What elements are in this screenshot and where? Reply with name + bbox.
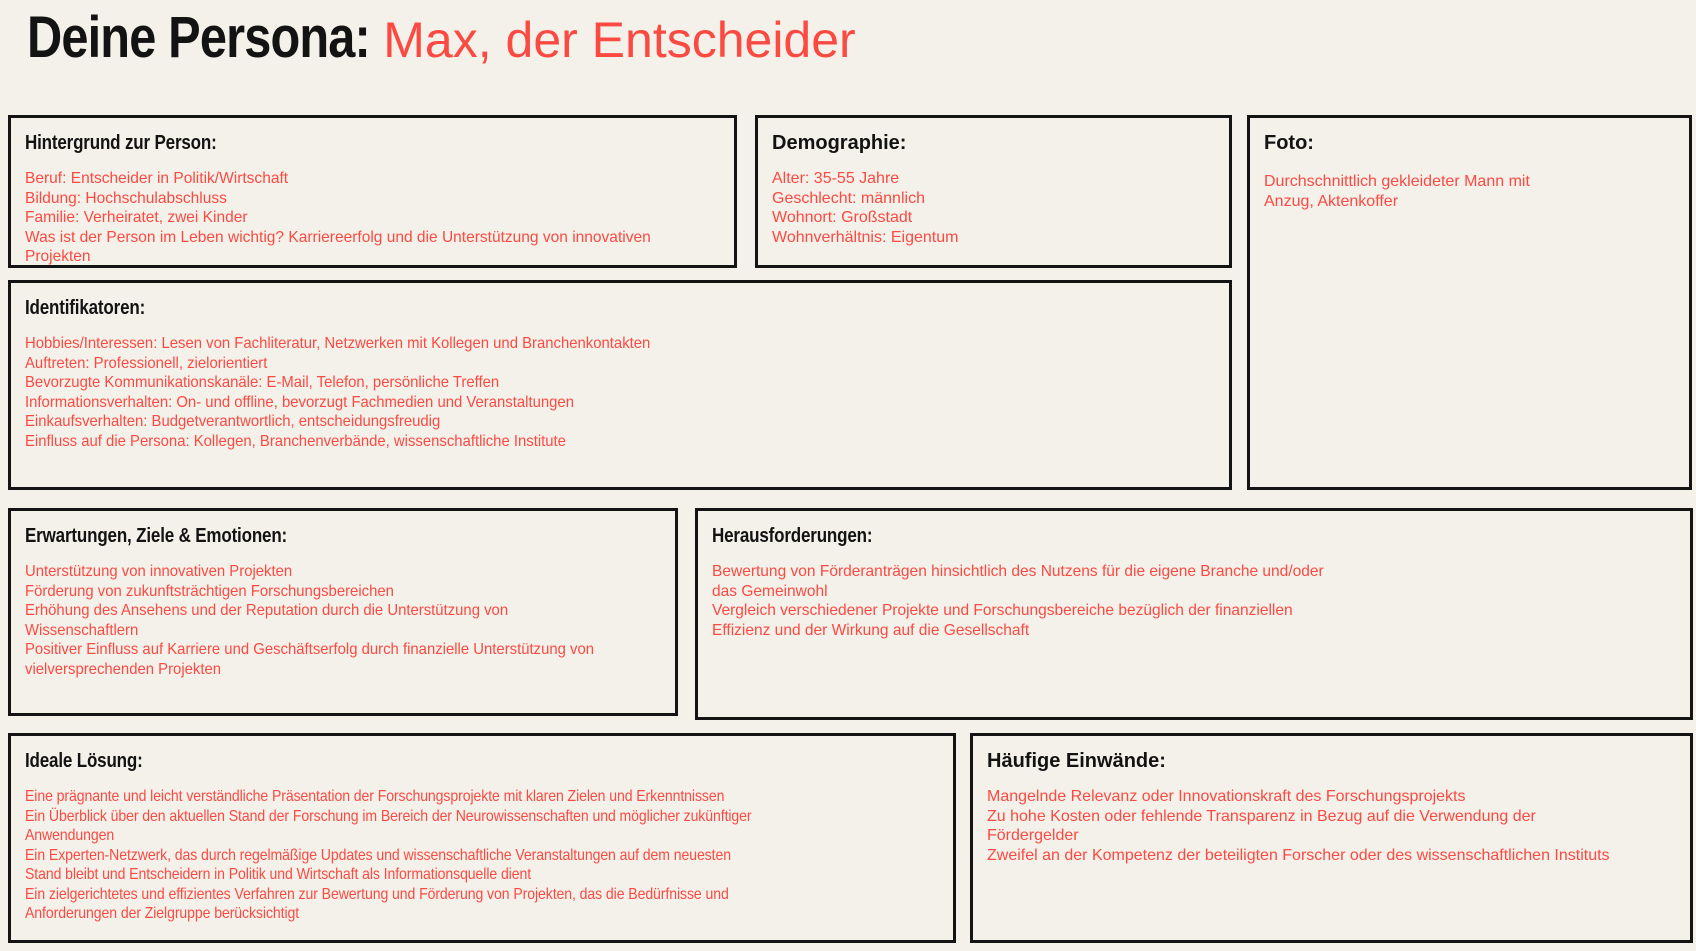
text-line: Geschlecht: männlich	[772, 189, 925, 207]
text-line: Vergleich verschiedener Projekte und Forschungsbereiche bezüglich der finanziellen	[712, 602, 1293, 619]
text-line: Projekten	[25, 248, 91, 265]
section-erwartungen-ziele-emotionen	[8, 508, 678, 716]
text-line: Unterstützung von innovativen Projekten	[25, 563, 293, 580]
text-line: Ein Experten-Netzwerk, das durch regelmäßige Updates und wissenschaftliche Veranstaltungen auf dem neuesten	[25, 846, 731, 864]
text-line: Einkaufsverhalten: Budgetverantwortlich, entscheidungsfreudig	[25, 413, 441, 430]
section-heading: Erwartungen, Ziele & Emotionen:	[25, 525, 288, 547]
text-line: Anforderungen der Zielgruppe berücksichtigt	[25, 905, 300, 922]
text-line: Wohnverhältnis: Eigentum	[772, 228, 959, 246]
page-title-label: Deine Persona:	[27, 5, 370, 70]
text-line: Wissenschaftlern	[25, 621, 139, 639]
text-line: Zweifel an der Kompetenz der beteiligten Forscher oder des wissenschaftlichen Instituts	[987, 846, 1610, 864]
text-line: Informationsverhalten: On- und offline, bevorzugt Fachmedien und Veranstaltungen	[25, 393, 574, 411]
text-line: Ein Überblick über den aktuellen Stand der Forschung im Bereich der Neurowissenschaften und möglicher zukünftiger	[25, 807, 752, 825]
text-line: das Gemeinwohl	[712, 582, 828, 600]
text-line: Positiver Einfluss auf Karriere und Geschäftserfolg durch finanzielle Unterstützung von	[25, 641, 595, 658]
section-heading: Häufige Einwände:	[987, 750, 1166, 772]
text-line: Bevorzugte Kommunikationskanäle: E-Mail, Telefon, persönliche Treffen	[25, 374, 500, 391]
text-line: Anzug, Aktenkoffer	[1264, 192, 1399, 210]
text-line: Was ist der Person im Leben wichtig? Karriereerfolg und die Unterstützung von innovativen	[25, 228, 651, 246]
section-heading: Identifikatoren:	[25, 297, 146, 319]
text-line: Bildung: Hochschulabschluss	[25, 189, 227, 207]
text-line: Fördergelder	[987, 827, 1079, 844]
section-body	[25, 169, 699, 267]
text-line: Durchschnittlich gekleideter Mann mit	[1264, 173, 1530, 190]
section-body	[25, 562, 616, 679]
page-title	[27, 4, 856, 76]
section-body	[25, 787, 829, 924]
section-foto	[1247, 115, 1692, 490]
text-line: Effizienz und der Wirkung auf die Gesellschaft	[712, 621, 1030, 639]
text-line: Einfluss auf die Persona: Kollegen, Branchenverbände, wissenschaftliche Institute	[25, 432, 566, 450]
text-line: Beruf: Entscheider in Politik/Wirtschaft	[25, 170, 289, 187]
text-line: Mangelnde Relevanz oder Innovationskraft des Forschungsprojekts	[987, 788, 1466, 805]
text-line: Alter: 35-55 Jahre	[772, 170, 900, 187]
text-line: Familie: Verheiratet, zwei Kinder	[25, 209, 248, 226]
section-body	[1264, 169, 1675, 211]
text-line: Ein zielgerichtetes und effizientes Verfahren zur Bewertung und Förderung von Projekten, das die Bedürfnisse und	[25, 885, 729, 903]
section-identifikatoren	[8, 280, 1232, 490]
section-body	[712, 562, 1647, 640]
section-heading: Foto:	[1264, 132, 1314, 154]
text-line: Stand bleibt und Entscheidern in Politik und Wirtschaft als Informationsquelle dient	[25, 866, 532, 883]
text-line: Bewertung von Förderanträgen hinsichtlich des Nutzens für die eigene Branche und/oder	[712, 563, 1324, 580]
section-heading: Demographie:	[772, 132, 907, 154]
text-line: Hobbies/Interessen: Lesen von Fachliteratur, Netzwerken mit Kollegen und Branchenkontakten	[25, 335, 651, 352]
section-ideale-loesung	[8, 733, 956, 943]
section-hintergrund	[8, 115, 737, 268]
section-body	[25, 334, 1132, 451]
text-line: Zu hohe Kosten oder fehlende Transparenz in Bezug auf die Verwendung der	[987, 807, 1536, 825]
text-line: Eine prägnante und leicht verständliche Präsentation der Forschungsprojekte mit klaren Zielen und Erkenntnissen	[25, 788, 725, 805]
text-line: vielversprechenden Projekten	[25, 660, 222, 678]
section-body	[772, 169, 1215, 247]
section-demographie	[755, 115, 1232, 268]
section-heading: Hintergrund zur Person:	[25, 132, 217, 154]
section-herausforderungen	[695, 508, 1693, 720]
section-heading: Herausforderungen:	[712, 525, 873, 547]
text-line: Erhöhung des Ansehens und der Reputation durch die Unterstützung von	[25, 602, 509, 619]
section-heading: Ideale Lösung:	[25, 750, 143, 772]
text-line: Auftreten: Professionell, zielorientiert	[25, 354, 268, 372]
section-haeufige-einwaende	[970, 733, 1693, 943]
section-body	[987, 787, 1676, 865]
text-line: Wohnort: Großstadt	[772, 209, 913, 226]
persona-name: Max, der Entscheider	[383, 12, 856, 68]
text-line: Anwendungen	[25, 827, 115, 844]
text-line: Förderung von zukunftsträchtigen Forschungsbereichen	[25, 582, 394, 600]
